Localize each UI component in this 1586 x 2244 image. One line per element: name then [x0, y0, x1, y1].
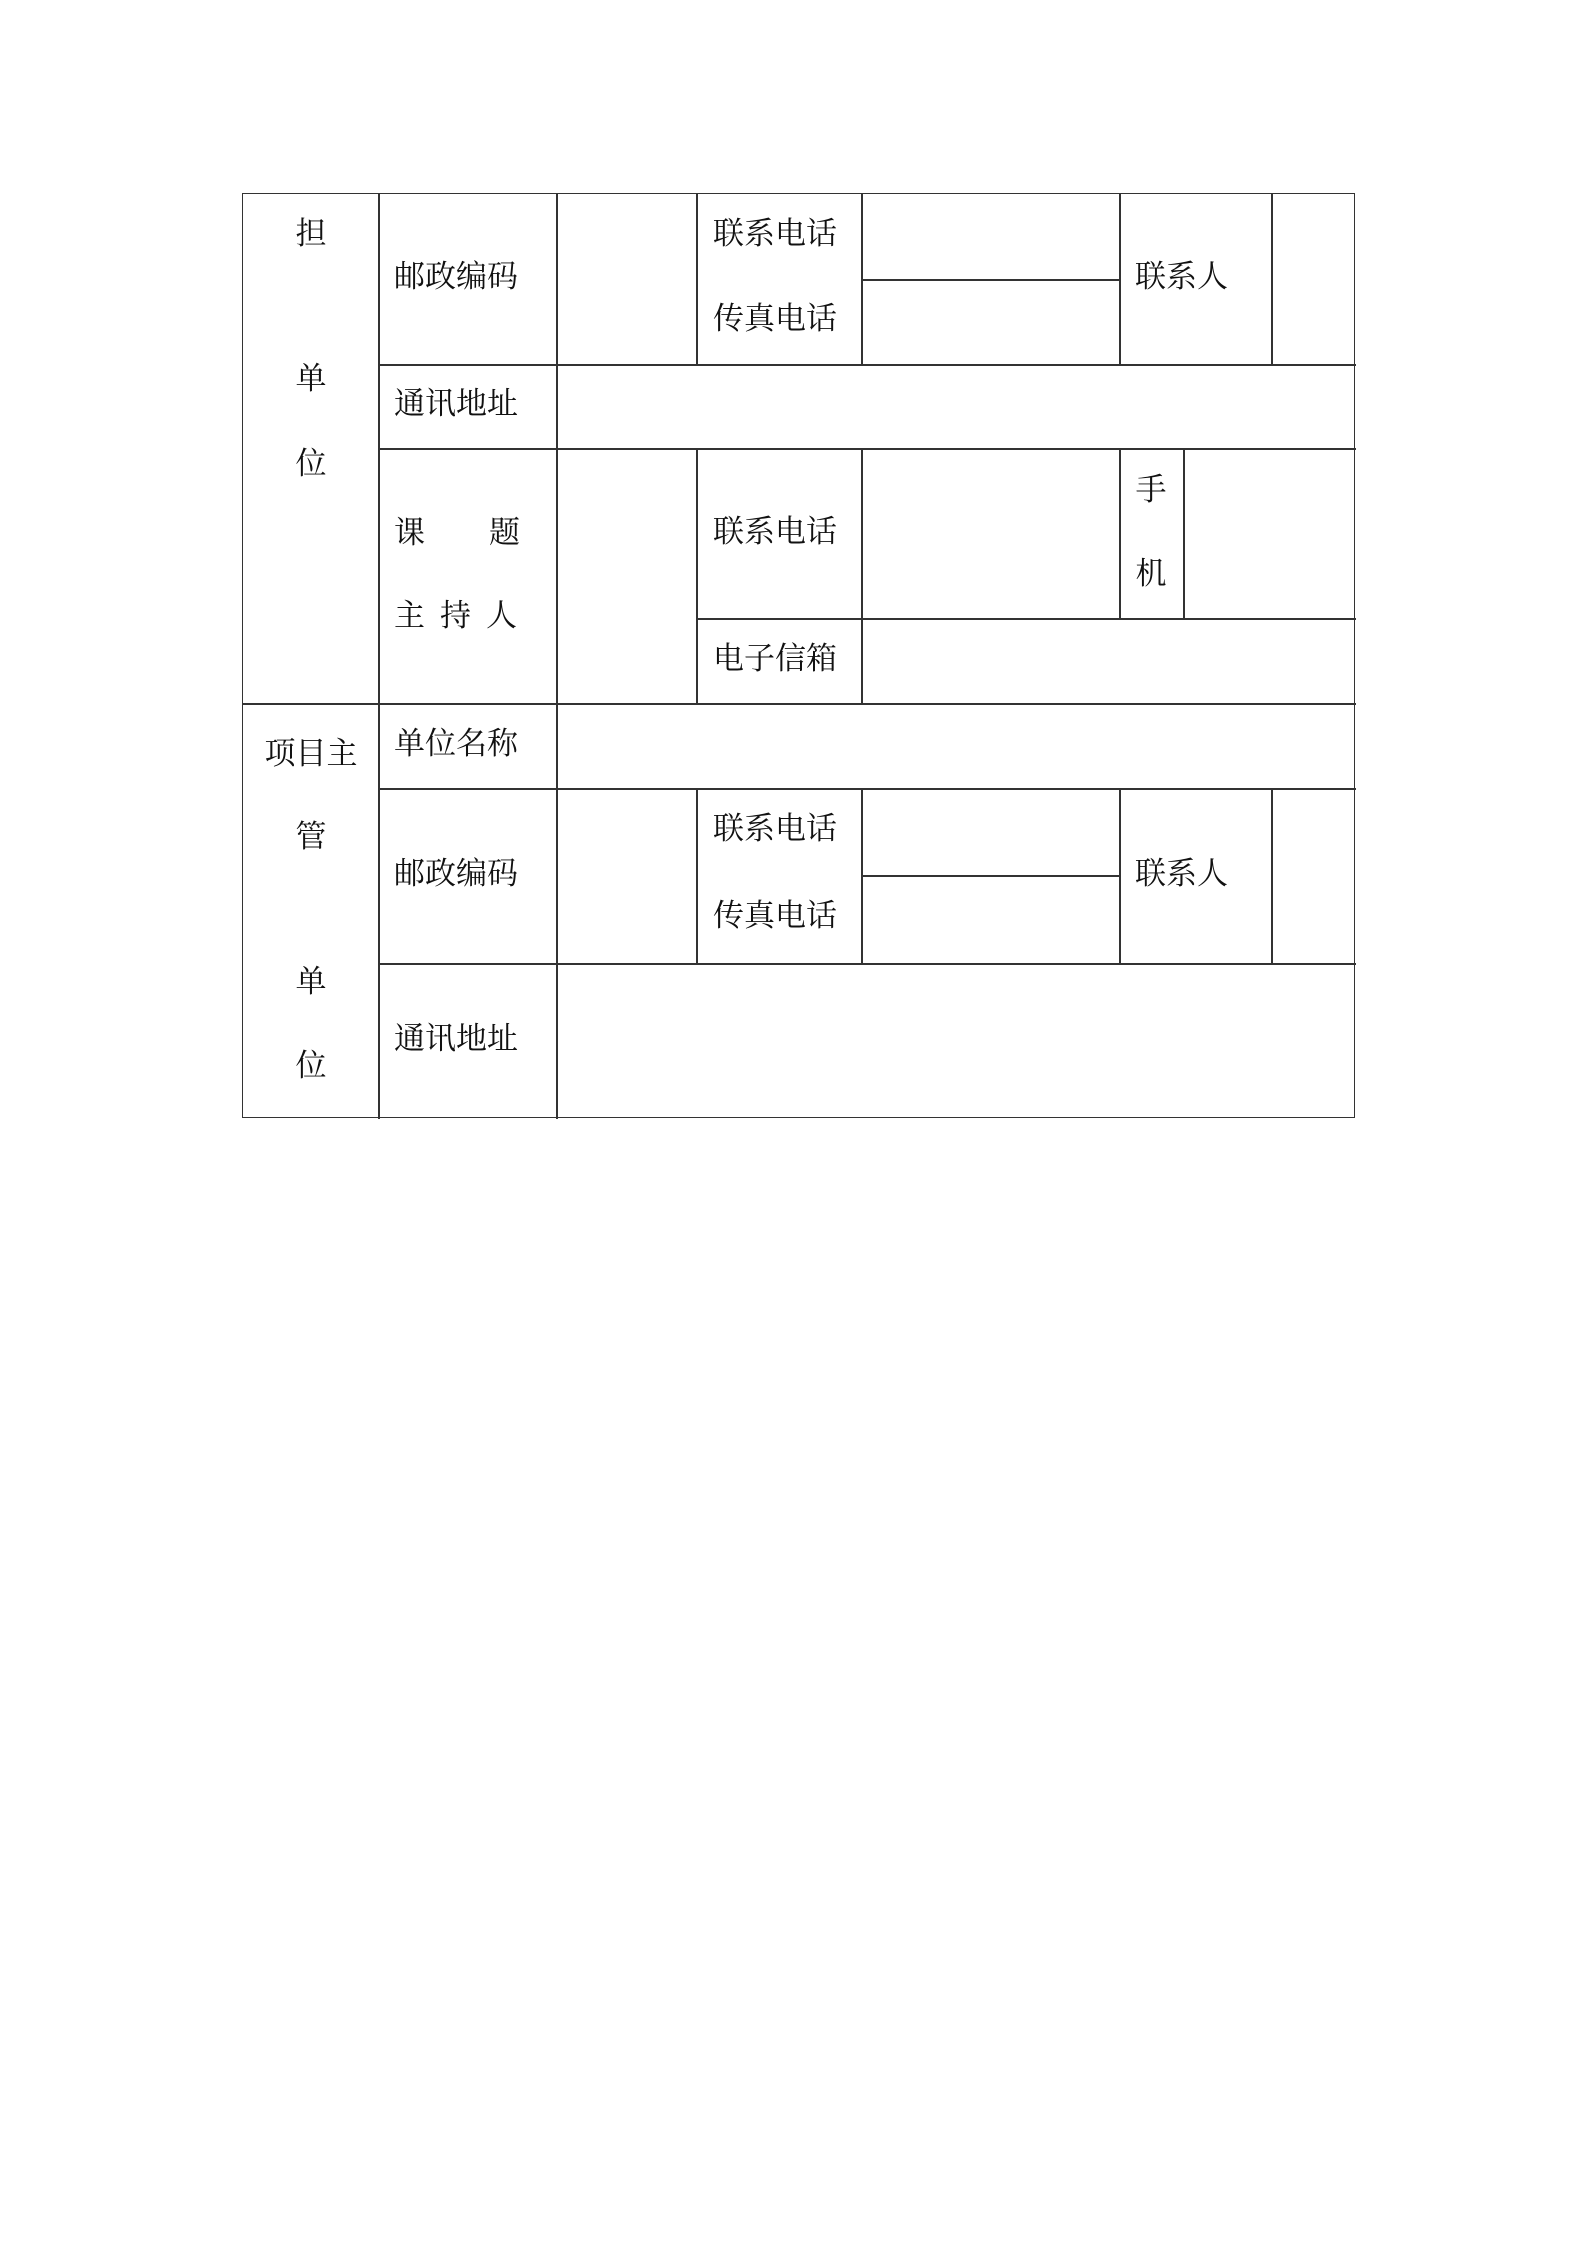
email-field[interactable] [863, 620, 1353, 702]
contact-person-label: 联系人 [1135, 856, 1228, 892]
host-label-char: 主 [394, 598, 425, 634]
phone-label: 联系电话 [713, 216, 837, 252]
fax-field[interactable] [863, 877, 1118, 962]
contact-info-form [242, 193, 1355, 1118]
postal-code-field[interactable] [558, 196, 695, 363]
contact-person-field[interactable] [1273, 790, 1353, 962]
grid-line [378, 194, 380, 1119]
grid-line [1119, 448, 1121, 618]
postal-code-label: 邮政编码 [394, 259, 518, 295]
section2-side-label: 单 [295, 964, 327, 1000]
grid-line [1119, 194, 1121, 364]
section2-side-label: 位 [295, 1048, 327, 1084]
host-phone-field[interactable] [863, 450, 1118, 617]
section1-side-label-char: 位 [295, 446, 327, 482]
address-field[interactable] [558, 366, 1353, 447]
host-label-char: 人 [486, 598, 517, 634]
host-phone-label: 联系电话 [713, 514, 837, 550]
grid-line [696, 194, 698, 364]
phone-field[interactable] [863, 790, 1118, 874]
section1-side-label-char: 担 [295, 216, 327, 252]
host-label-char: 持 [440, 598, 471, 634]
contact-person-label: 联系人 [1135, 259, 1228, 295]
host-label-char: 题 [489, 515, 520, 551]
mobile-label-char: 机 [1135, 556, 1167, 592]
section2-side-label: 项目主 [264, 736, 358, 772]
address-field[interactable] [558, 965, 1353, 1116]
grid-line [696, 788, 698, 963]
email-label: 电子信箱 [713, 641, 837, 677]
fax-label: 传真电话 [713, 301, 837, 337]
fax-field[interactable] [863, 281, 1118, 363]
fax-label: 传真电话 [713, 898, 837, 934]
section1-side-label-char: 单 [295, 361, 327, 397]
section2-side-label: 管 [295, 819, 327, 855]
host-name-field[interactable] [558, 450, 695, 702]
unit-name-field[interactable] [558, 705, 1353, 787]
grid-line [1119, 788, 1121, 963]
postal-code-field[interactable] [558, 790, 695, 962]
phone-field[interactable] [863, 196, 1118, 278]
mobile-field[interactable] [1185, 450, 1353, 617]
postal-code-label: 邮政编码 [394, 856, 518, 892]
address-label: 通讯地址 [394, 386, 518, 422]
mobile-label-char: 手 [1135, 472, 1167, 508]
phone-label: 联系电话 [713, 811, 837, 847]
unit-name-label: 单位名称 [394, 726, 518, 762]
address-label: 通讯地址 [394, 1021, 518, 1057]
host-label-char: 课 [394, 515, 425, 551]
contact-person-field[interactable] [1273, 196, 1353, 363]
grid-line [696, 448, 698, 703]
